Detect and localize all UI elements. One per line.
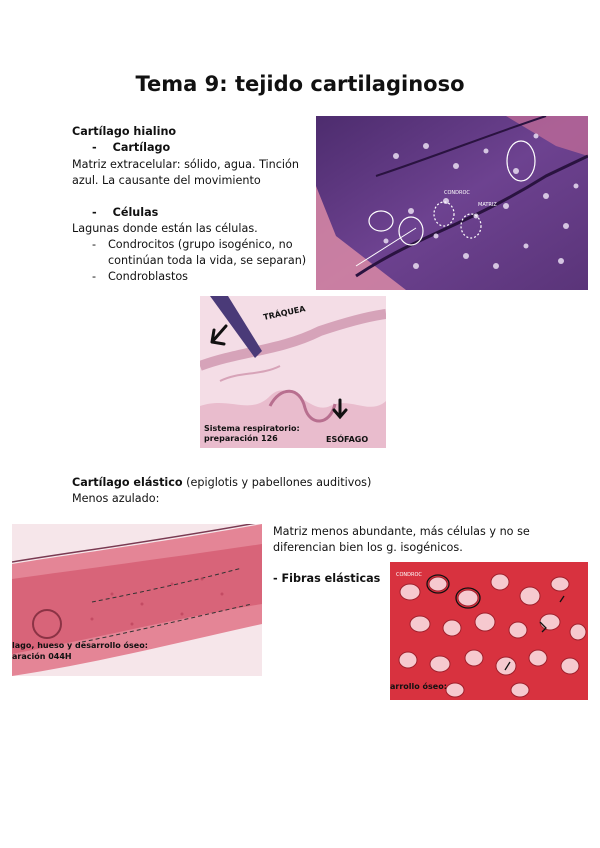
condroblastos-item: Condroblastos (108, 270, 189, 283)
elastico-matriz-text-2: diferencian bien los g. isogénicos. (273, 541, 463, 554)
elastic-left-caption-2: aración 044H (12, 652, 72, 661)
traquea-caption-2: preparación 126 (204, 434, 278, 443)
condrocitos-line-1: Condrocitos (grupo isogénico, no (108, 238, 293, 251)
cartilago-label: Cartílago (112, 141, 171, 154)
fibras-elasticas-label: - Fibras elásticas (273, 572, 381, 585)
menos-azulado-text: Menos azulado: (72, 492, 160, 505)
page-title: Tema 9: tejido cartilaginoso (135, 72, 465, 96)
lagunas-text: Lagunas donde están las células. (72, 222, 258, 235)
elastic-left-caption-1: lago, hueso y desarrollo óseo: (12, 641, 148, 650)
celulas-subheading: - Células (92, 206, 159, 219)
closeup-corner-label: CONDROC (396, 572, 422, 578)
condrocitos-line-2: continúan toda la vida, se separan) (108, 254, 307, 267)
elastico-matriz-text-1: Matriz menos abundante, más células y no se (273, 525, 530, 538)
elastico-heading-line (72, 475, 371, 491)
trachea-esophagus-image (200, 296, 386, 448)
matriz-micro-label: MATRIZ (478, 202, 497, 208)
elastic-cartilage-closeup-image (390, 562, 588, 700)
condrocitos-dash: - (92, 238, 97, 251)
elastic-right-caption: arrollo óseo: (390, 682, 447, 691)
condroblastos-dash: - (92, 270, 97, 283)
matriz-text-1: Matriz extracelular: sólido, agua. Tinción (72, 158, 299, 171)
matriz-text-2: azul. La causante del movimiento (72, 174, 261, 187)
elastic-cartilage-overview-image (12, 524, 262, 676)
traquea-caption-1: Sistema respiratorio: (204, 424, 300, 433)
esofago-label: ESÓFAGO (326, 435, 369, 444)
hyaline-cartilage-image (316, 116, 588, 290)
elastico-heading: Cartílago elástico (72, 476, 183, 489)
hialino-heading: Cartílago hialino (72, 125, 177, 138)
traquea-label: TRÁQUEA (262, 304, 307, 322)
celulas-label: Células (112, 206, 159, 219)
cartilago-subheading: - Cartílago (92, 141, 171, 154)
condroc-label: CONDROC (444, 190, 470, 196)
elastico-heading-note: (epiglotis y pabellones auditivos) (182, 476, 372, 489)
